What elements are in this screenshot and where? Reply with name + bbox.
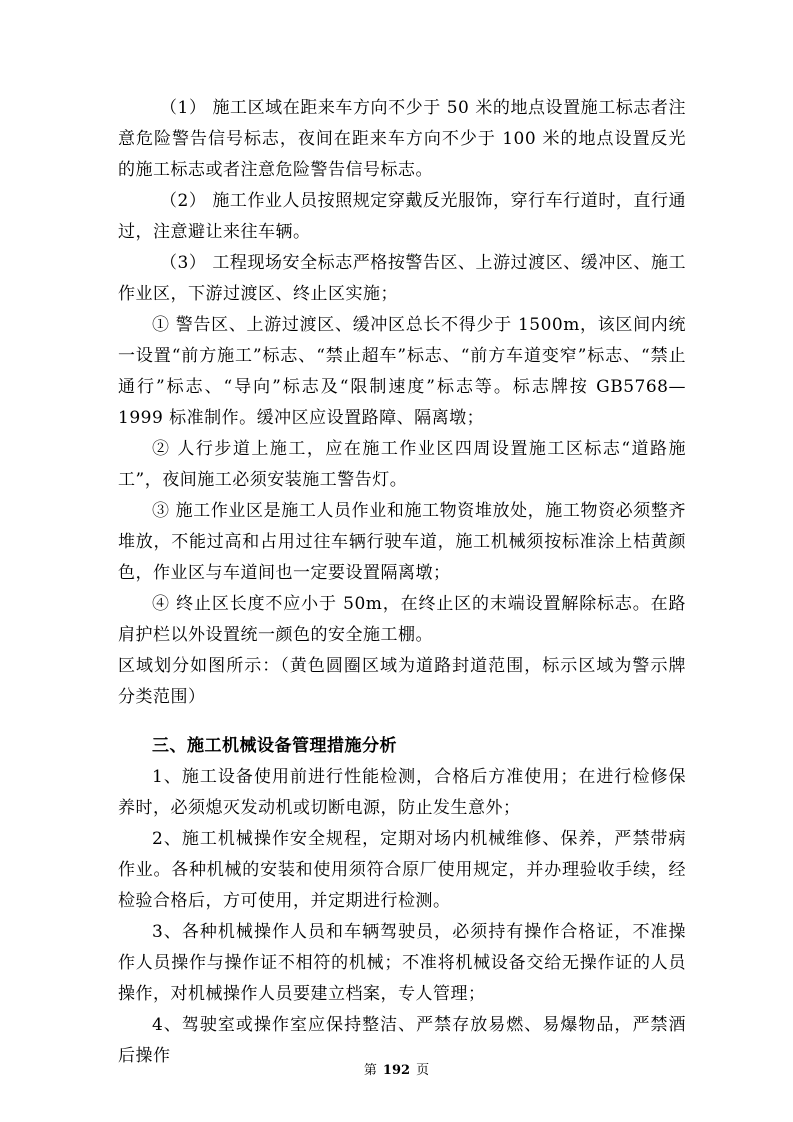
body-text [118, 93, 686, 1072]
paragraph-5: ② 人行步道上施工，应在施工作业区四周设置施工区标志“道路施工”，夜间施工必须安装施工警告灯。 [118, 439, 686, 490]
page-number: 192 [382, 1063, 411, 1078]
footer-prefix: 第 [363, 1063, 377, 1078]
paragraph-8: 区域划分如图所示：（黄色圆圈区域为道路封道范围，标示区域为警示牌分类范围） [118, 656, 686, 707]
footer-suffix: 页 [416, 1063, 430, 1078]
section-heading: 三、施工机械设备管理措施分析 [152, 736, 397, 756]
page-footer [0, 1062, 793, 1080]
paragraph-6: ③ 施工作业区是施工人员作业和施工物资堆放处，施工物资必须整齐堆放，不能过高和占用过往车辆行驶车道，施工机械须按标准涂上桔黄颜色，作业区与车道间也一定要设置隔离墩； [118, 501, 686, 583]
section-paragraph-3: 3、各种机械操作人员和车辆驾驶员，必须持有操作合格证，不准操作人员操作与操作证不相符的机械；不准将机械设备交给无操作证的人员操作，对机械操作人员要建立档案，专人管理； [118, 922, 686, 1004]
paragraph-7: ④ 终止区长度不应小于 50m，在终止区的末端设置解除标志。在路肩护栏以外设置统一颜色的安全施工棚。 [118, 594, 686, 645]
paragraph-1: （1） 施工区域在距来车方向不少于 50 米的地点设置施工标志者注意危险警告信号标志，夜间在距来车方向不少于 100 米的地点设置反光的施工标志或者注意危险警告信号标志。 [118, 98, 686, 180]
paragraph-4: ① 警告区、上游过渡区、缓冲区总长不得少于 1500m，该区间内统一设置“前方施工”标志、“禁止超车”标志、“前方车道变窄”标志、“禁止通行”标志、“导向”标志及“限制速度”标志等。标志牌按 GB5768—1999 标准制作。缓冲区应设置路障、隔离墩； [118, 315, 686, 428]
paragraph-2: （2） 施工作业人员按照规定穿戴反光服饰，穿行车行道时，直行通过，注意避让来往车辆。 [118, 191, 686, 242]
section-paragraph-1: 1、施工设备使用前进行性能检测，合格后方准使用；在进行检修保养时，必须熄灭发动机或切断电源，防止发生意外； [118, 767, 686, 818]
section-paragraph-2: 2、施工机械操作安全规程，定期对场内机械维修、保养，严禁带病作业。各种机械的安装和使用须符合原厂使用规定，并办理验收手续，经检验合格后，方可使用，并定期进行检测。 [118, 829, 686, 911]
paragraph-3: （3） 工程现场安全标志严格按警告区、上游过渡区、缓冲区、施工作业区，下游过渡区、终止区实施； [118, 253, 686, 304]
section-paragraph-4: 4、驾驶室或操作室应保持整洁、严禁存放易燃、易爆物品，严禁酒后操作 [118, 1015, 686, 1066]
